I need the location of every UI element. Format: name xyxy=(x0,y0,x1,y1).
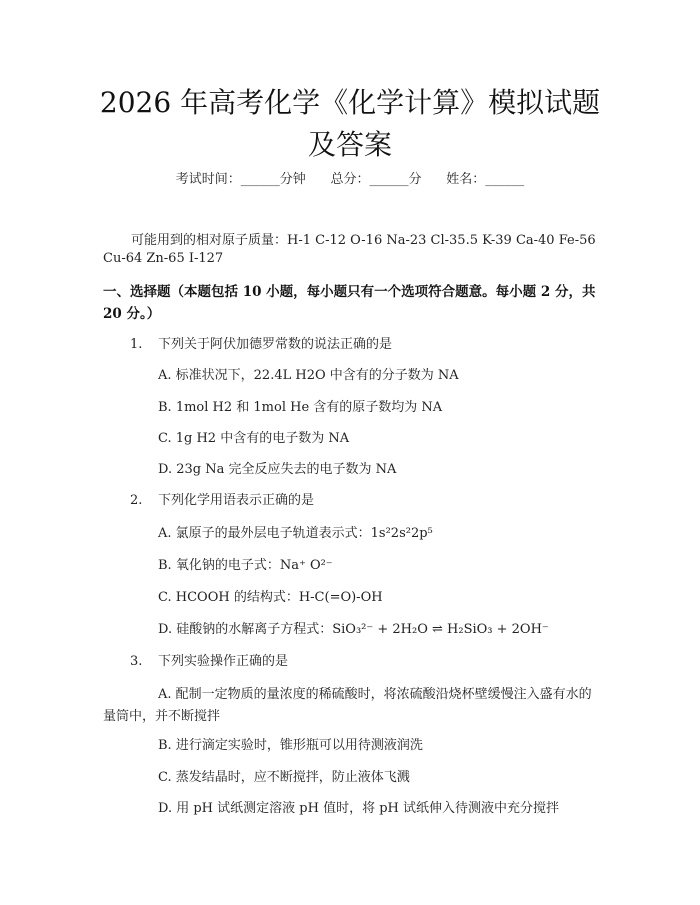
question-1-number: 1. xyxy=(130,337,143,352)
question-3-option-c: C. 蒸发结晶时，应不断搅拌，防止液体飞溅 xyxy=(158,770,410,785)
question-3-stem: 下列实验操作正确的是 xyxy=(158,654,289,669)
question-1-option-b: B. 1mol H2 和 1mol He 含有的原子数均为 NA xyxy=(158,400,443,415)
question-1-option-d: D. 23g Na 完全反应失去的电子数为 NA xyxy=(158,462,397,477)
document-title: 2026 年高考化学《化学计算》模拟试题及答案 xyxy=(99,86,601,161)
question-1-option-a: A. 标准状况下，22.4L H2O 中含有的分子数为 NA xyxy=(158,368,459,383)
question-3-option-d: D. 用 pH 试纸测定溶液 pH 值时，将 pH 试纸伸入待测液中充分搅拌 xyxy=(158,801,559,816)
question-2-option-c: C. HCOOH 的结构式：H-C(=O)-OH xyxy=(158,590,383,605)
question-3-option-b: B. 进行滴定实验时，锥形瓶可以用待测液润洗 xyxy=(158,738,423,753)
question-2-option-b: B. 氧化钠的电子式：Na⁺ O²⁻ xyxy=(158,558,333,573)
question-1-option-c: C. 1g H2 中含有的电子数为 NA xyxy=(158,431,350,446)
section-heading-line1: 一、选择题（本题包括 10 小题，每小题只有一个选项符合题意。每小题 2 分，共 xyxy=(103,284,596,300)
question-2-stem: 下列化学用语表示正确的是 xyxy=(158,493,315,508)
section-heading-line2: 20 分。） xyxy=(103,306,161,322)
question-3-number: 3. xyxy=(130,654,143,669)
question-3-option-a: A. 配制一定物质的量浓度的稀硫酸时，将浓硫酸沿烧杯壁缓慢注入盛有水的量筒中，并不断搅拌 xyxy=(103,687,592,724)
exam-info-line: 考试时间：______分钟 总分：______分 姓名：______ xyxy=(175,172,525,187)
question-2-option-d: D. 硅酸钠的水解离子方程式：SiO₃²⁻ + 2H₂O ⇌ H₂SiO₃ + 2OH⁻ xyxy=(158,622,549,637)
question-1-stem: 下列关于阿伏加德罗常数的说法正确的是 xyxy=(158,337,393,352)
question-2-option-a: A. 氯原子的最外层电子轨道表示式：1s²2s²2p⁵ xyxy=(158,526,433,541)
atomic-masses-note: 可能用到的相对原子质量：H-1 C-12 O-16 Na-23 Cl-35.5 K-39 Ca-40 Fe-56 Cu-64 Zn-65 I-127 xyxy=(103,233,596,266)
question-2-number: 2. xyxy=(130,493,143,508)
